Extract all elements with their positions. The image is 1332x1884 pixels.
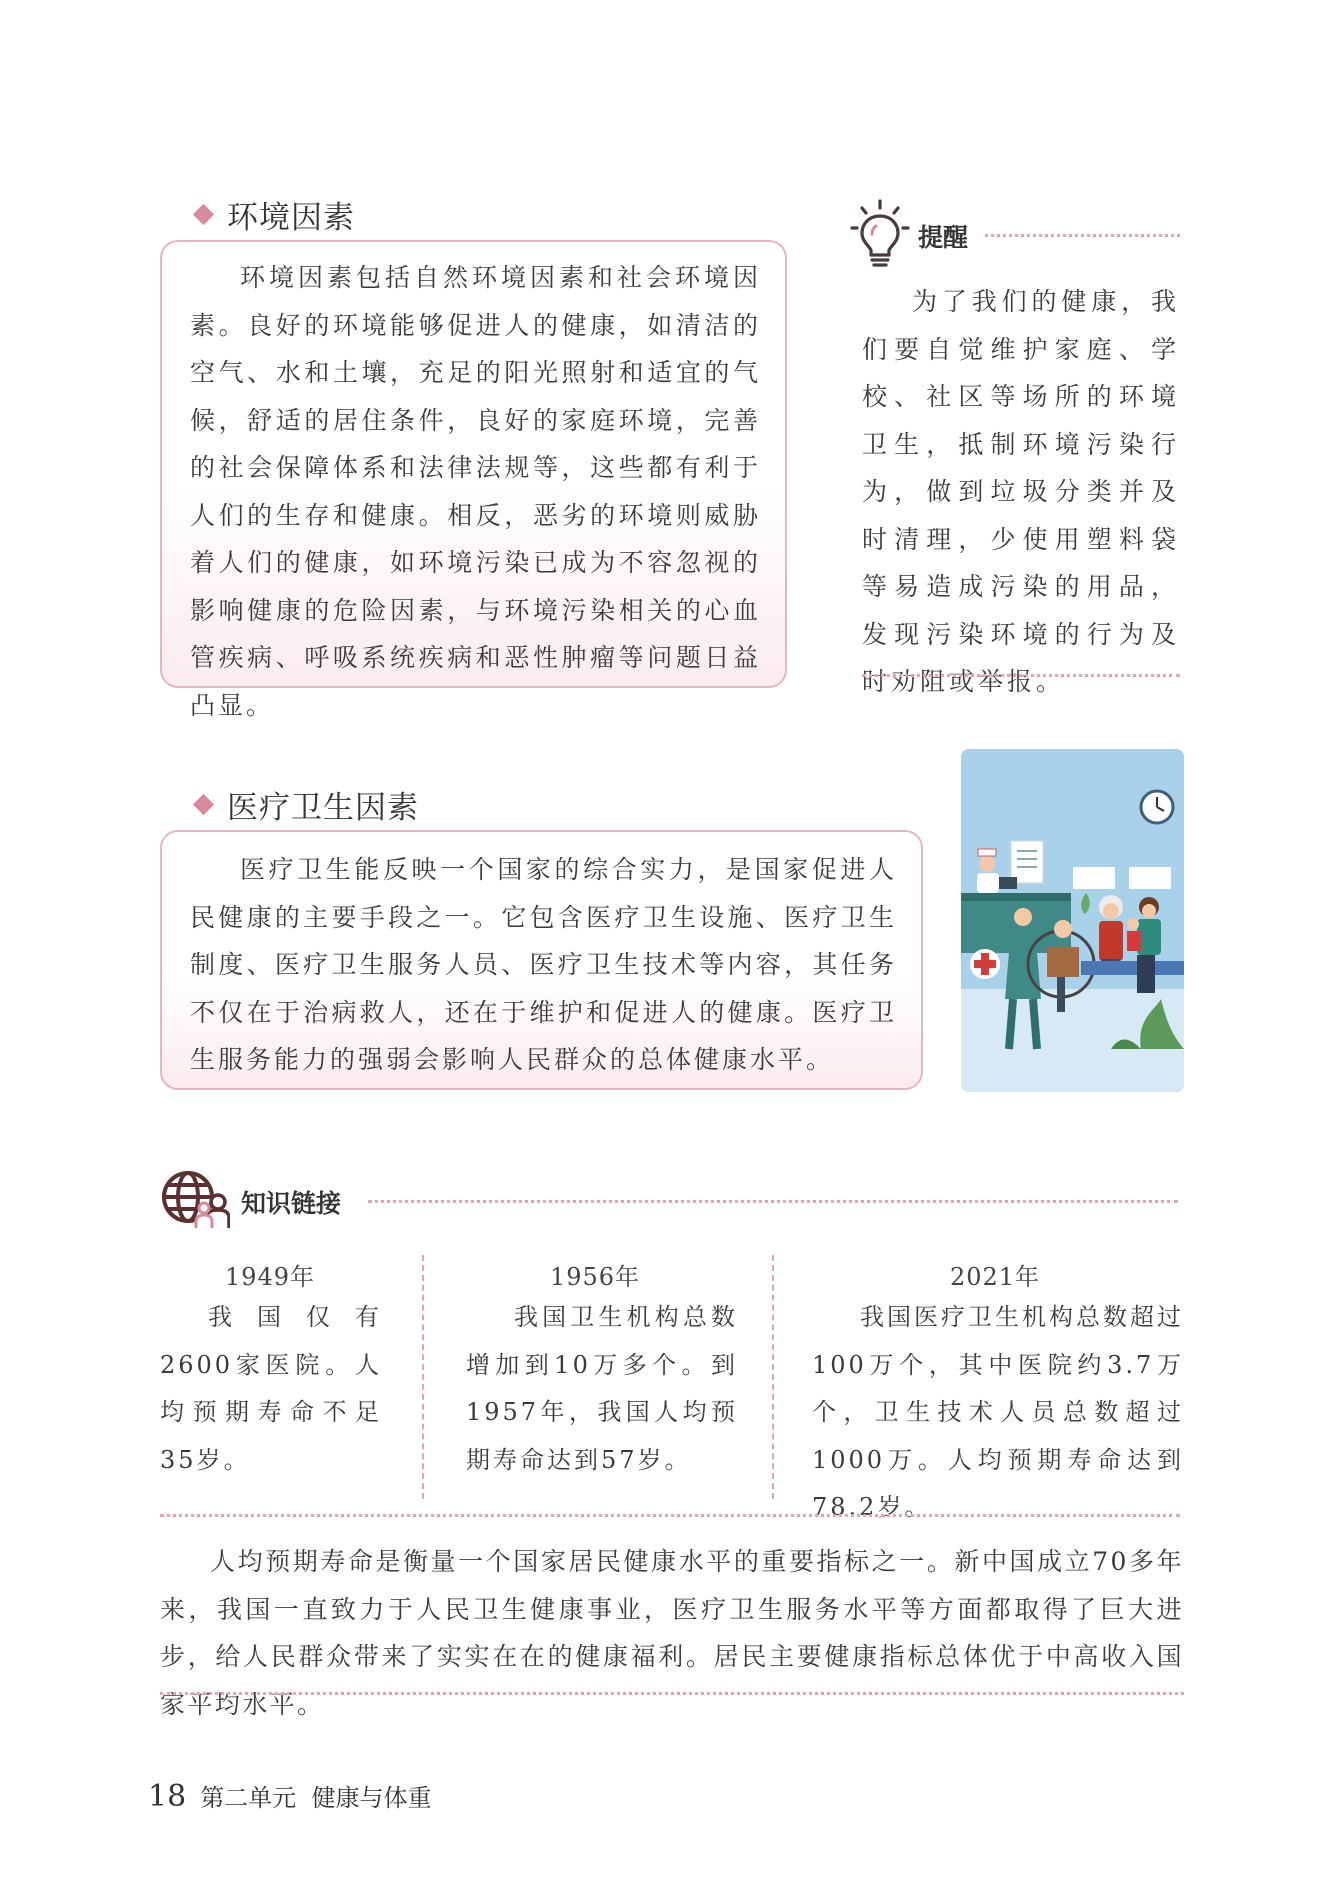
knowledge-middle-dotted-rule	[160, 1514, 1180, 1517]
knowledge-title: 知识链接	[241, 1189, 342, 1218]
knowledge-col1-year: 1949年	[224, 1263, 316, 1291]
hospital-illustration	[961, 749, 1184, 1092]
clock-icon	[1141, 791, 1173, 823]
env-section-title	[192, 192, 355, 237]
tip-title-dotted-rule	[985, 234, 1180, 237]
tip-bottom-dotted-rule	[862, 674, 1180, 677]
page-footer	[148, 1778, 431, 1814]
medical-section-title	[192, 782, 419, 827]
diamond-bullet-icon	[193, 794, 214, 815]
knowledge-col1-container	[160, 1294, 382, 1484]
knowledge-bottom-dotted-rule	[160, 1692, 1184, 1695]
knowledge-col3-container	[812, 1294, 1184, 1532]
knowledge-col2-text: 我国卫生机构总数增加到10万多个。到1957年，我国人均预期寿命达到57岁。	[466, 1303, 738, 1474]
medical-title-text: 医疗卫生因素	[227, 790, 419, 826]
knowledge-col1-text: 我国仅有2600家医院。人均预期寿命不足35岁。	[160, 1303, 382, 1474]
diamond-bullet-icon	[193, 204, 214, 225]
env-text-box	[160, 240, 787, 720]
medical-body: 医疗卫生能反映一个国家的综合实力，是国家促进人民健康的主要手段之一。它包含医疗卫生设施、医疗卫生制度、医疗卫生服务人员、医疗卫生技术等内容，其任务不仅在于治病救人，还在于维护和促进人的健康。医疗卫生服务能力的强弱会影响人民群众的总体健康水平。	[190, 855, 897, 1074]
tip-body-container	[862, 278, 1180, 706]
env-title-text: 环境因素	[227, 200, 355, 236]
knowledge-col3-text: 我国医疗卫生机构总数超过100万个，其中医院约3.7万个，卫生技术人员总数超过1000万。人均预期寿命达到78.2岁。	[812, 1303, 1184, 1521]
medical-text-box	[160, 830, 923, 1090]
globe-people-icon	[160, 1168, 230, 1230]
tip-title: 提醒	[918, 223, 969, 252]
env-body: 环境因素包括自然环境因素和社会环境因素。良好的环境能够促进人的健康，如清洁的空气、水和土壤，充足的阳光照射和适宜的气候，舒适的居住条件，良好的家庭环境，完善的社会保障体系和法律法规等，这些都有利于人们的生存和健康。相反，恶劣的环境则威胁着人们的健康，如环境污染已成为不容忽视的影响健康的危险因素，与环境污染相关的心血管疾病、呼吸系统疾病和恶性肿瘤等问题日益凸显。	[190, 263, 761, 720]
lightbulb-icon	[850, 198, 910, 270]
knowledge-col2-container	[466, 1294, 738, 1484]
knowledge-col-divider-1	[422, 1255, 424, 1499]
knowledge-col-divider-2	[772, 1255, 774, 1499]
knowledge-summary-container	[160, 1538, 1184, 1728]
knowledge-summary: 人均预期寿命是衡量一个国家居民健康水平的重要指标之一。新中国成立70多年来，我国一直致力于人民卫生健康事业，医疗卫生服务水平等方面都取得了巨大进步，给人民群众带来了实实在在的健康福利。居民主要健康指标总体优于中高收入国家平均水平。	[160, 1547, 1184, 1719]
knowledge-col2-year: 1956年	[549, 1263, 641, 1291]
knowledge-title-dotted-rule	[368, 1200, 1178, 1203]
knowledge-col3-year: 2021年	[949, 1263, 1041, 1291]
page-number: 18	[148, 1779, 187, 1814]
tip-body: 为了我们的健康，我们要自觉维护家庭、学校、社区等场所的环境卫生，抵制环境污染行为，做到垃圾分类并及时清理，少使用塑料袋等易造成污染的用品，发现污染环境的行为及时劝阻或举报。	[862, 287, 1180, 696]
unit-label: 第二单元 健康与体重	[200, 1784, 432, 1812]
